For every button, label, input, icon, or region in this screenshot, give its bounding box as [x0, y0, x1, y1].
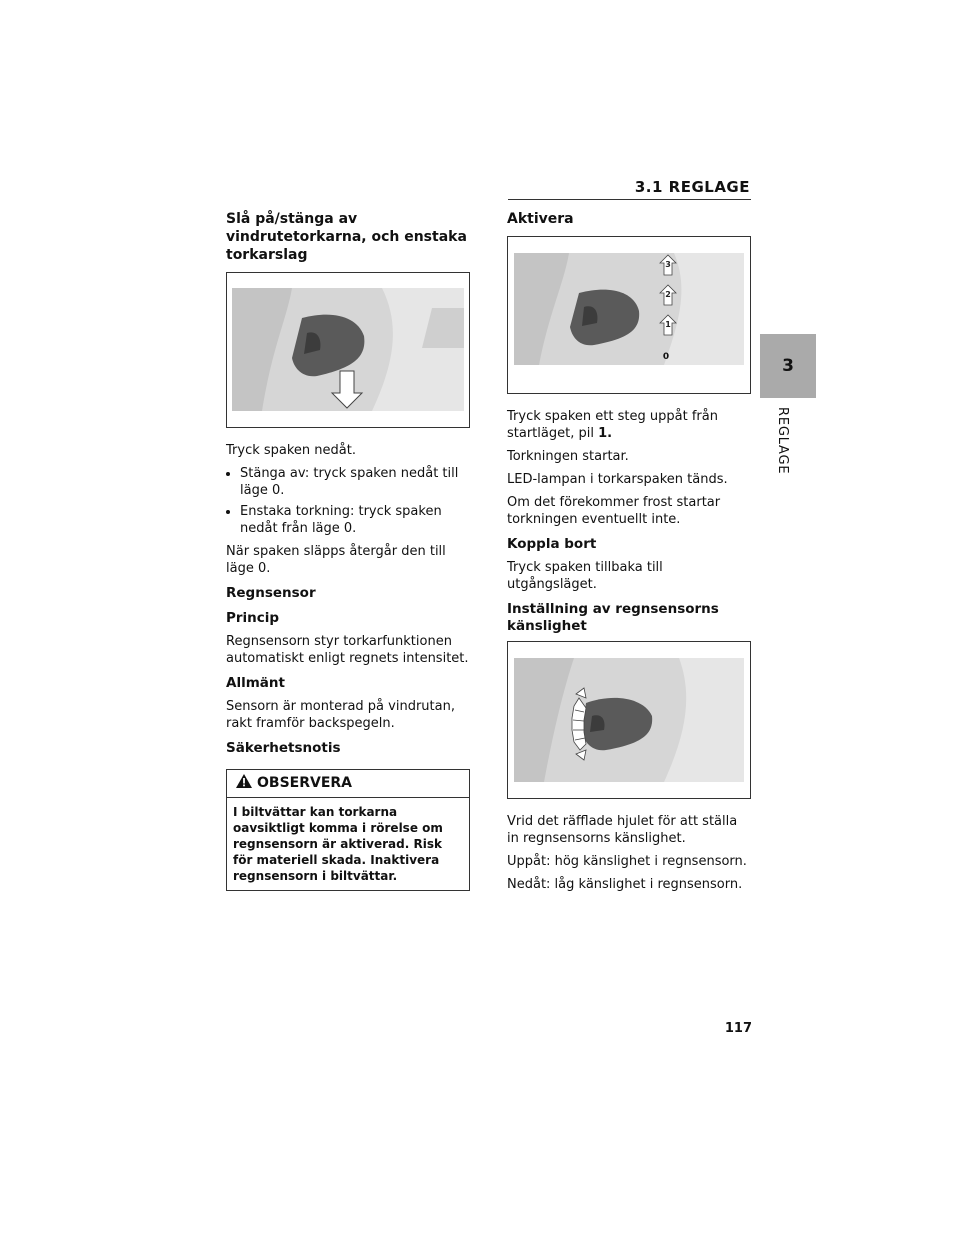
bullet-list [226, 465, 470, 537]
warning-header [227, 770, 469, 798]
left-column [226, 210, 470, 891]
step-label-2: 2 [665, 290, 671, 299]
paragraph: Torkningen startar. [507, 449, 629, 464]
header-rule [508, 199, 751, 200]
figure-lever-down [226, 272, 470, 428]
heading-sensitivity: Inställning av regnsensorns känslighet [507, 601, 719, 634]
section-heading-wiper-onoff: Slå på/stänga av vindrutetorkarna, och enstaka torkarslag [226, 211, 467, 263]
paragraph: LED-lampan i torkarspaken tänds. [507, 472, 728, 487]
paragraph: Nedåt: låg känslighet i regnsensorn. [507, 877, 743, 892]
step-label-1: 1 [665, 320, 671, 329]
chapter-number: 3 [782, 356, 794, 376]
paragraph: Vrid det räfflade hjulet för att ställa in regnsensorns känslighet. [507, 814, 738, 846]
sensitivity-wheel-illustration [514, 658, 744, 782]
chapter-side-label [775, 407, 801, 477]
bullet-item: • Enstaka torkning: tryck spaken nedåt från läge 0. [240, 503, 470, 537]
bullet-item: • Stänga av: tryck spaken nedåt till läge 0. [240, 465, 470, 499]
chapter-tab [760, 334, 816, 398]
chapter-label-text: REGLAGE [775, 407, 790, 475]
heading-allmant: Allmänt [226, 675, 285, 691]
right-column [507, 210, 751, 899]
paragraph: Regnsensorn styr torkarfunktionen automatiskt enligt regnets intensitet. [226, 634, 469, 666]
heading-regnsensor: Regnsensor [226, 585, 316, 601]
arrow-reference: 1. [598, 426, 613, 441]
page-number: 117 [724, 1021, 752, 1036]
heading-sakerhetsnotis: Säkerhetsnotis [226, 740, 341, 756]
section-header: 3.1 REGLAGE [634, 178, 750, 196]
wiper-lever-steps-illustration [514, 253, 744, 365]
heading-koppla-bort: Koppla bort [507, 536, 597, 552]
paragraph: När spaken släpps återgår den till läge 0. [226, 544, 446, 576]
section-heading-aktivera: Aktivera [507, 211, 574, 227]
paragraph: Uppåt: hög känslighet i regnsensorn. [507, 854, 747, 869]
warning-text: I biltvättar kan torkarna oavsiktligt komma i rörelse om regnsensorn är aktiverad. Risk för materiell skada. Inaktivera regnsensorn i biltvättar. [233, 805, 443, 883]
figure-lever-steps [507, 236, 751, 394]
warning-title: OBSERVERA [257, 775, 353, 791]
paragraph: Om det förekommer frost startar torkningen eventuellt inte. [507, 495, 721, 527]
step-label-0: 0 [662, 352, 670, 362]
warning-box [226, 769, 470, 891]
warning-triangle-icon [235, 773, 253, 794]
step-label-3: 3 [665, 260, 671, 269]
heading-princip: Princip [226, 610, 280, 626]
paragraph: Tryck spaken ett steg uppåt från startläget, pil 1. [507, 409, 718, 441]
wiper-lever-down-illustration [232, 288, 464, 411]
paragraph: Sensorn är monterad på vindrutan, rakt framför backspegeln. [226, 699, 455, 731]
figure-sensitivity-wheel [507, 641, 751, 799]
paragraph: Tryck spaken tillbaka till utgångsläget. [507, 560, 663, 592]
paragraph: Tryck spaken nedåt. [226, 443, 356, 458]
